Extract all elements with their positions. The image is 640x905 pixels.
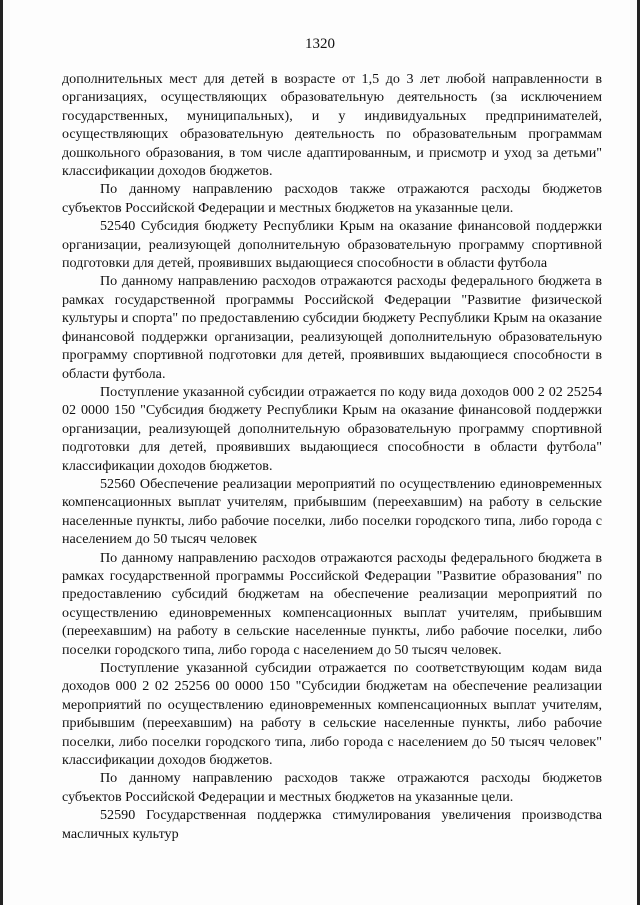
paragraph-1: дополнительных мест для детей в возрасте от 1,5 до 3 лет любой направленности в организациях, осуществляющих образовательную деятельность (за исключением государственных, муниципальных), и у индивидуальных предпринимателей, осуществляющих образовательную деятельность по образовательным программам дошкольного образования, в том числе адаптированным, и присмотр и уход за детьми" классификации доходов бюджетов. xyxy=(62,71,602,180)
paragraph-10: 52590 Государственная поддержка стимулирования увеличения производства масличных культур xyxy=(62,807,602,842)
paragraph-4: По данному направлению расходов отражаются расходы федерального бюджета в рамках государственной программы Российской Федерации "Развитие физической культуры и спорта" по предоставлению субсидии бюджету Республики Крым на оказание финансовой поддержки организации, реализующей дополнительную образовательную программу спортивной подготовки для детей, проявивших выдающиеся способности в области футбола. xyxy=(62,273,602,382)
paragraph-2: По данному направлению расходов также отражаются расходы бюджетов субъектов Российской Федерации и местных бюджетов на указанные цели. xyxy=(62,181,602,216)
paragraph-7: По данному направлению расходов отражаются расходы федерального бюджета в рамках государственной программы Российской Федерации "Развитие образования" по предоставлению субсидий бюджетам на обеспечение реализации мероприятий по осуществлению единовременных компенсационных выплат учителям, прибывшим (переехавшим) на работу в сельские населенные пункты, либо рабочие поселки, либо поселки городского типа, либо города с населением до 50 тысяч человек. xyxy=(62,549,602,658)
paragraph-9: По данному направлению расходов также отражаются расходы бюджетов субъектов Российской Федерации и местных бюджетов на указанные цели. xyxy=(62,770,602,805)
paragraph-8: Поступление указанной субсидии отражается по соответствующим кодам вида доходов 000 2 02 25256 00 0000 150 "Субсидии бюджетам на обеспечение реализации мероприятий по осуществлению единовременных компенсационных выплат учителям, прибывшим (переехавшим) на работу в сельские населенные пункты, либо рабочие поселки, либо поселки городского типа, либо города с населением до 50 тысяч человек" классификации доходов бюджетов. xyxy=(62,660,602,769)
page-number: 1320 xyxy=(305,36,335,52)
scan-edge-left xyxy=(0,0,3,905)
paragraph-5: Поступление указанной субсидии отражается по коду вида доходов 000 2 02 25254 02 0000 150 "Субсидия бюджету Республики Крым на оказание финансовой поддержки организации, реализующей дополнительную образовательную программу спортивной подготовки для детей, проявивших выдающиеся способности в области футбола" классификации доходов бюджетов. xyxy=(62,383,602,474)
paragraph-6: 52560 Обеспечение реализации мероприятий по осуществлению единовременных компенсационных выплат учителям, прибывшим (переехавшим) на работу в сельские населенные пункты, либо рабочие поселки, либо поселки городского типа, либо города с населением до 50 тысяч человек xyxy=(62,475,602,548)
paragraph-3: 52540 Субсидия бюджету Республики Крым на оказание финансовой поддержки организации, реализующей дополнительную образовательную программу спортивной подготовки для детей, проявивших выдающиеся способности в области футбола xyxy=(62,218,602,272)
document-body xyxy=(62,70,602,843)
